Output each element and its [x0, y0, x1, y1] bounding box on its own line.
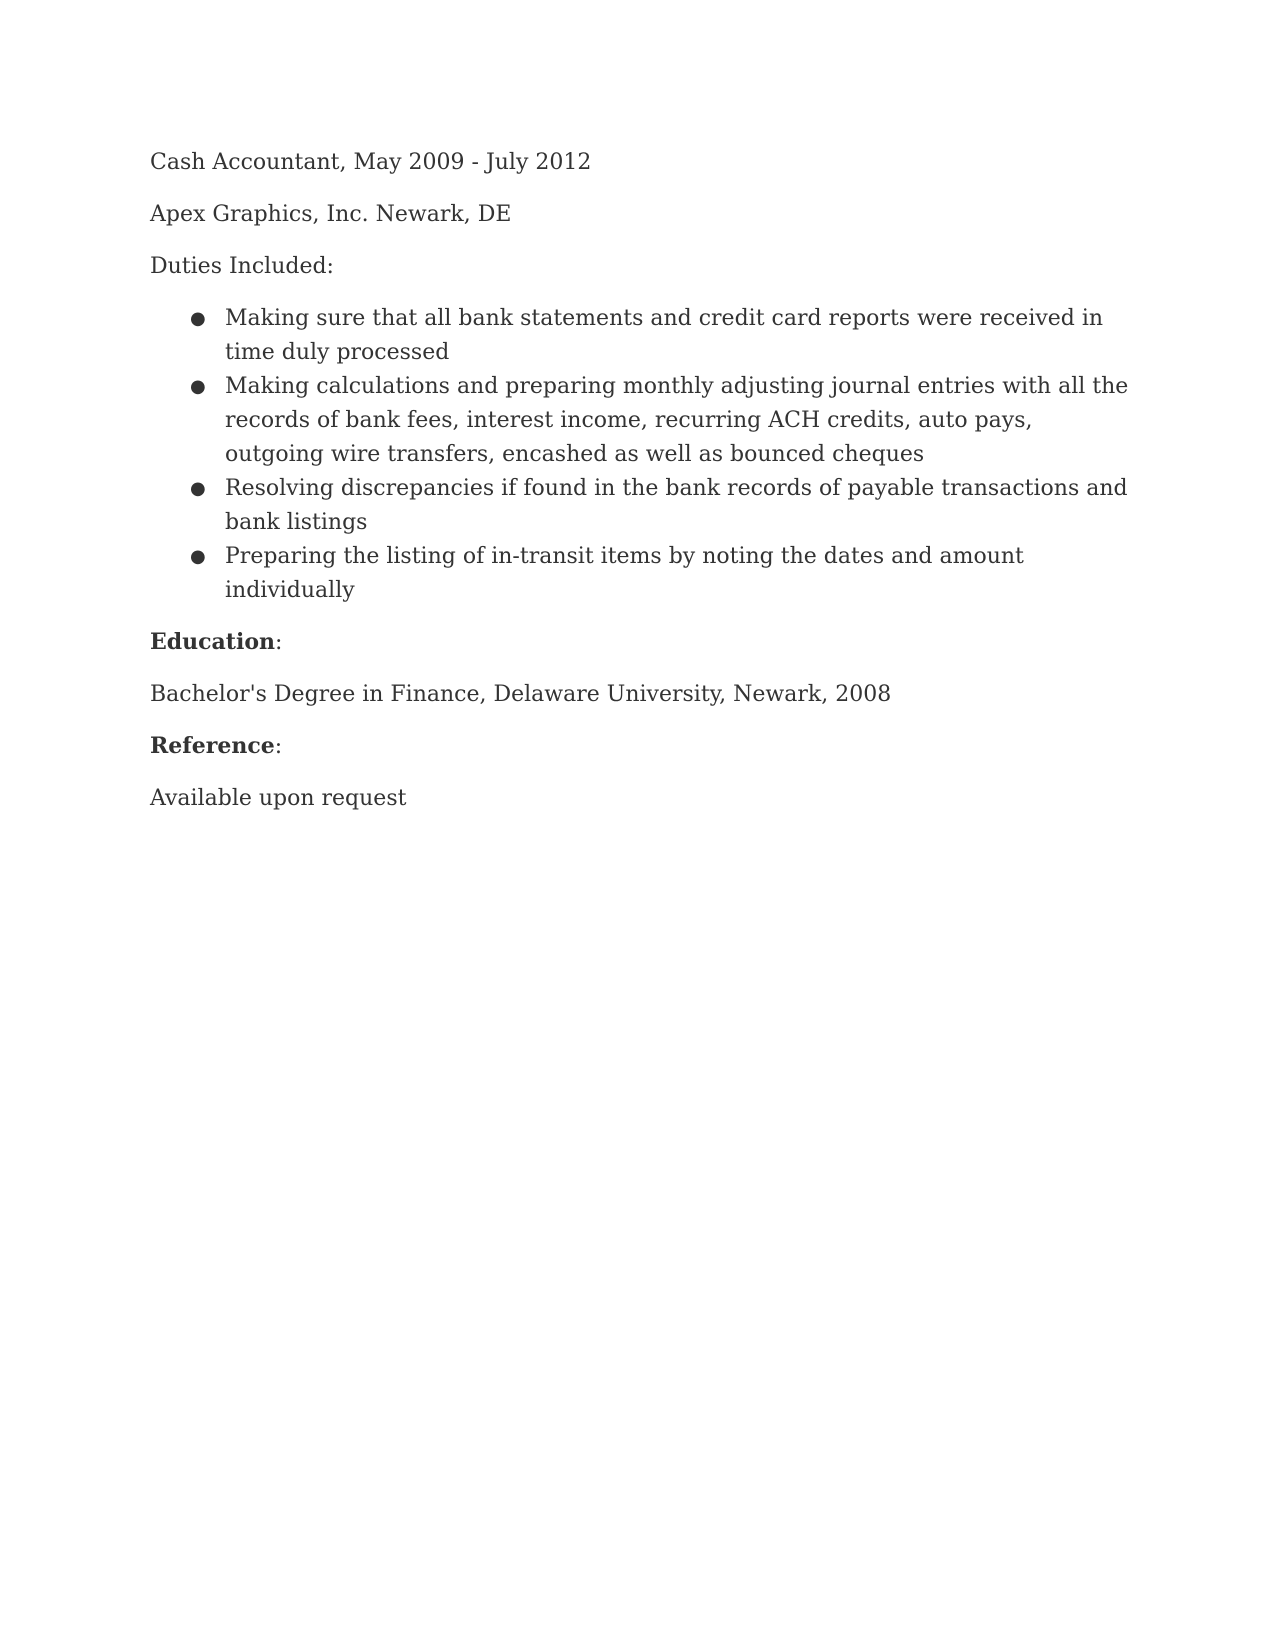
duty-text: Making calculations and preparing monthly adjusting journal entries with all the records of bank fees, interest income, recurring ACH credits, auto pays, outgoing wire transfers, encashed as well as bounced cheques [225, 374, 1129, 467]
resume-content [150, 146, 1130, 834]
bullet-icon: ● [190, 308, 206, 329]
bullet-icon: ● [190, 478, 206, 499]
reference-title: Reference [150, 733, 275, 759]
reference-detail: Available upon request [150, 786, 407, 811]
education-title: Education [150, 629, 275, 655]
duty-text: Resolving discrepancies if found in the bank records of payable transactions and bank listings [225, 476, 1128, 535]
duty-text: Making sure that all bank statements and credit card reports were received in time duly processed [225, 306, 1104, 365]
reference-heading [150, 730, 1130, 763]
bullet-icon: ● [190, 376, 206, 397]
education-detail: Bachelor's Degree in Finance, Delaware University, Newark, 2008 [150, 682, 892, 707]
company-name: Apex Graphics, Inc. Newark, DE [150, 202, 512, 227]
education-colon: : [275, 630, 283, 655]
duties-heading: Duties Included: [150, 254, 334, 279]
list-item [150, 540, 1130, 608]
reference-colon: : [274, 734, 283, 759]
duty-text: Preparing the listing of in-transit items by noting the dates and amount individually [225, 544, 1024, 603]
list-item [150, 370, 1130, 472]
list-item [150, 302, 1130, 370]
job-title: Cash Accountant, May 2009 - July 2012 [150, 150, 592, 175]
education-heading [150, 626, 1130, 659]
bullet-icon: ● [190, 546, 206, 567]
list-item [150, 472, 1130, 540]
duties-list [150, 302, 1130, 608]
